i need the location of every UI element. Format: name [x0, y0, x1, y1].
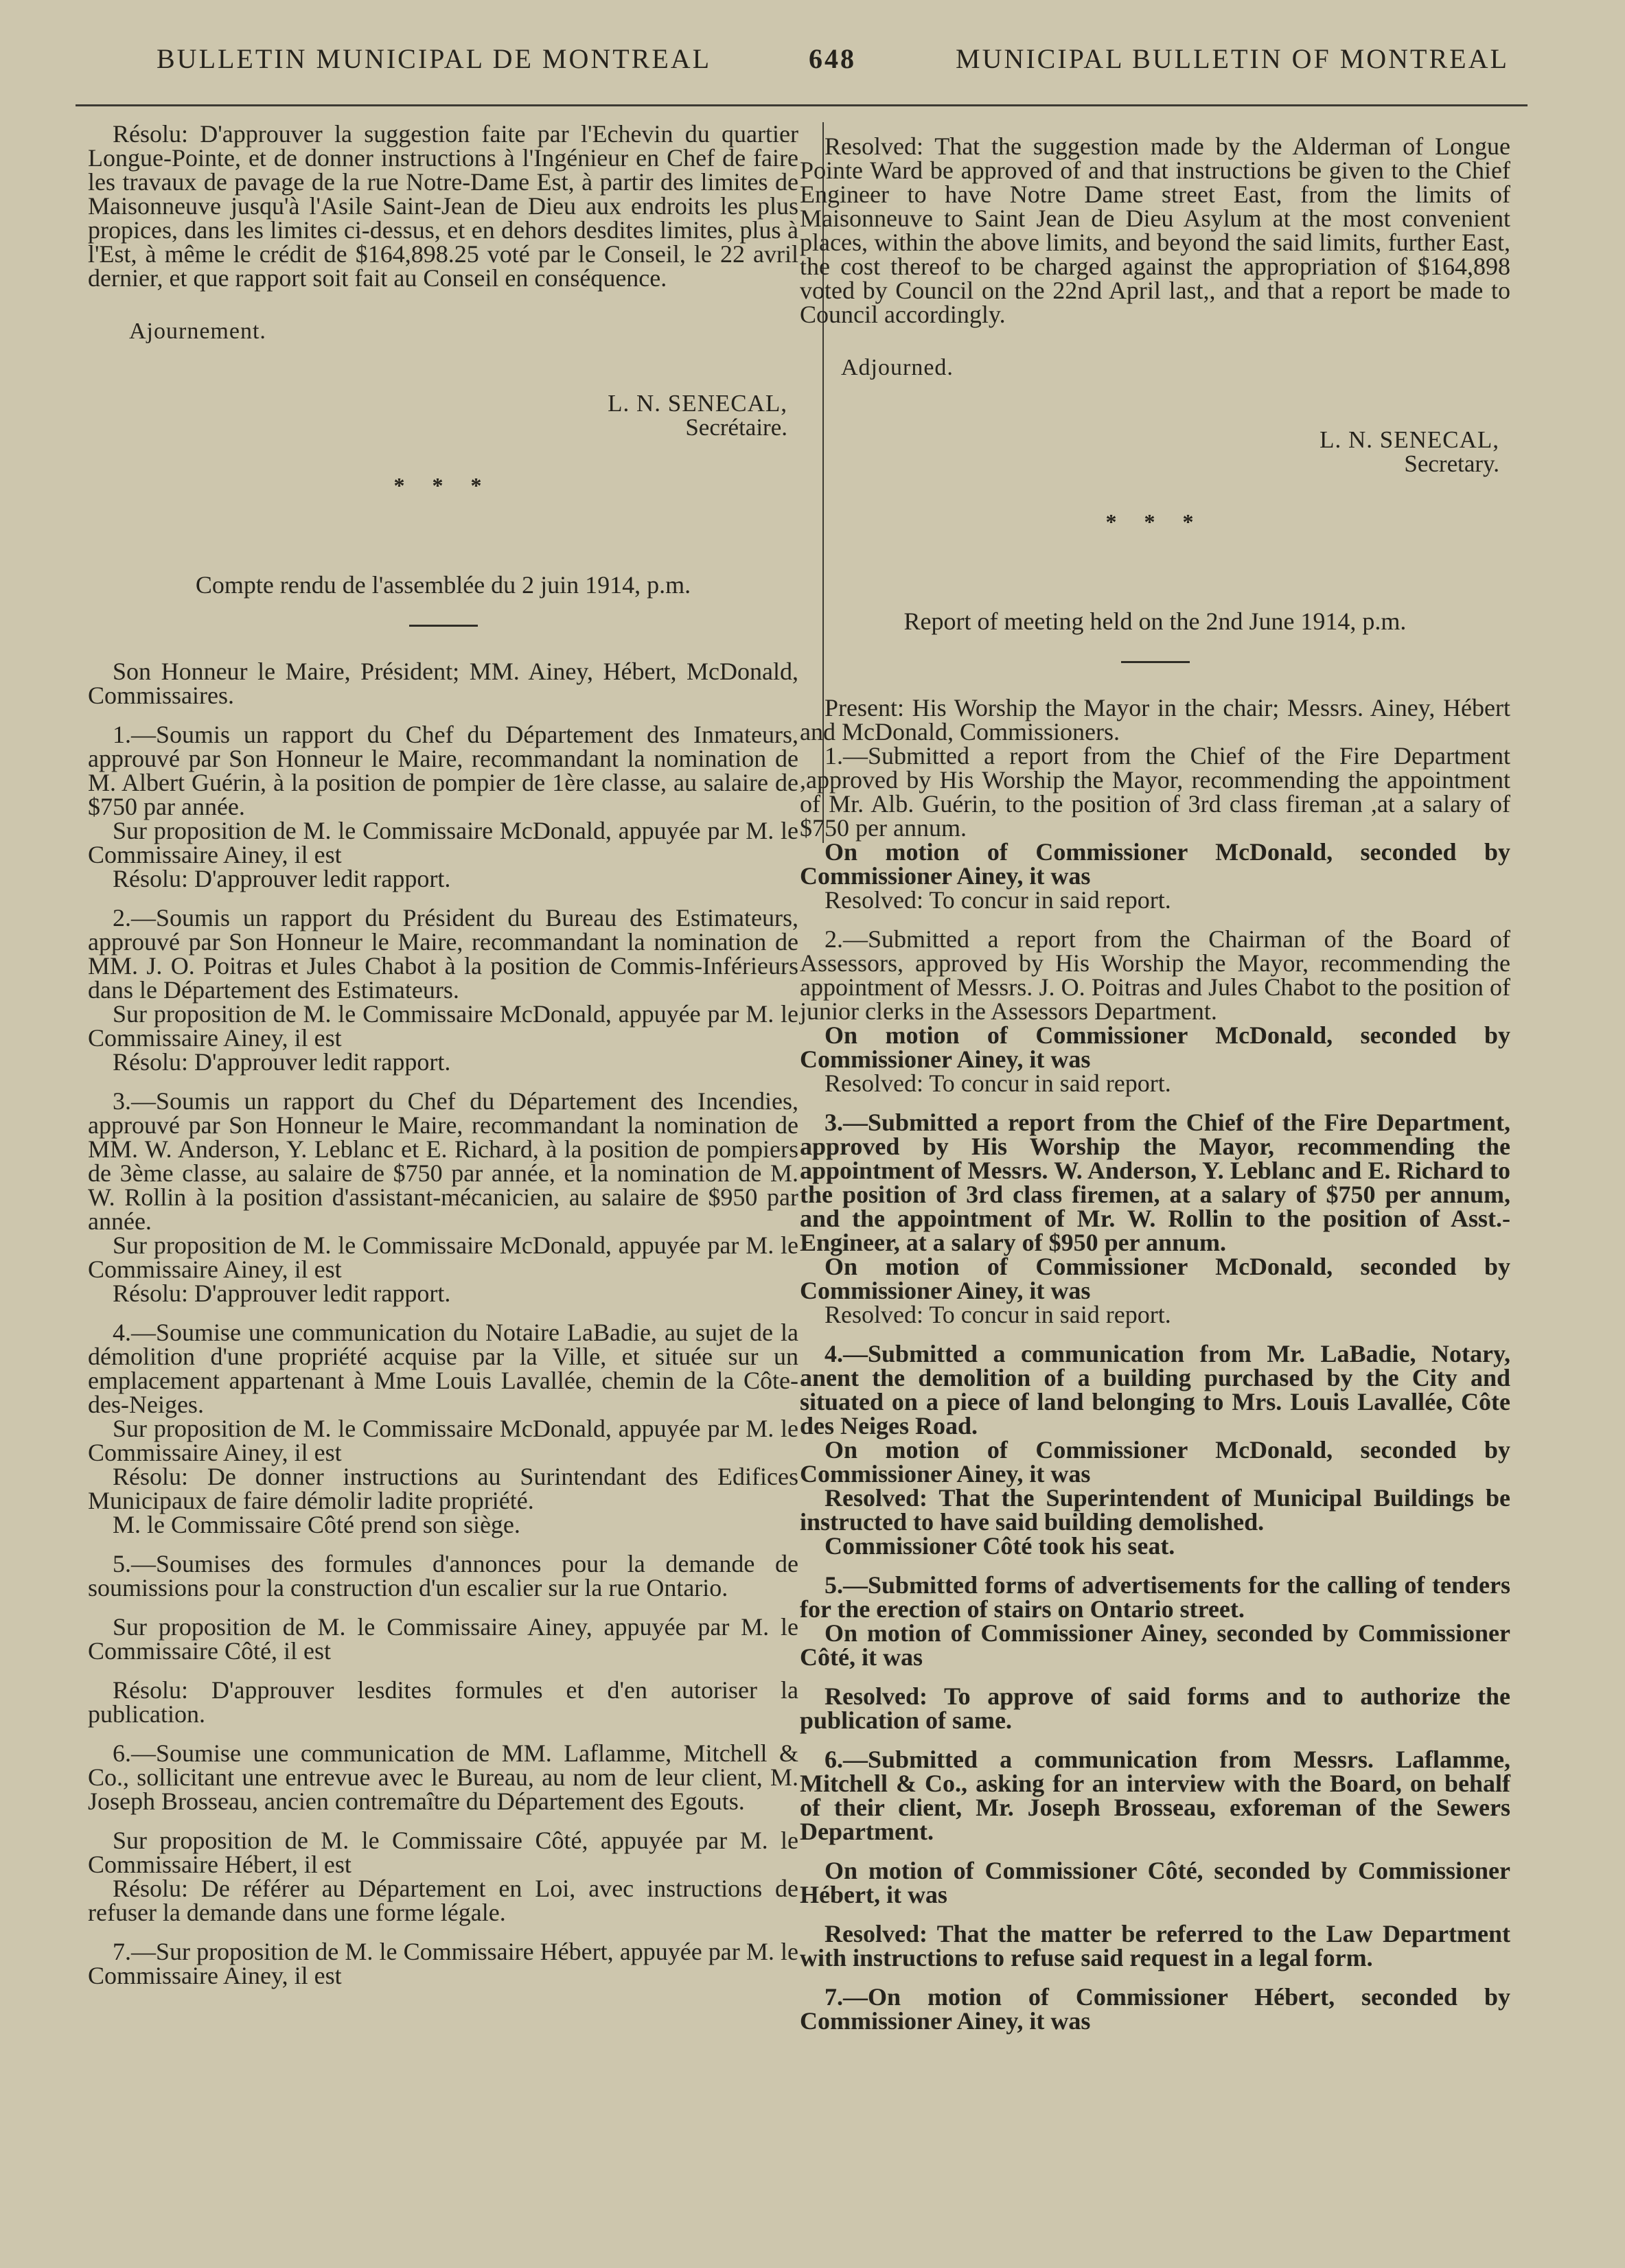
fr-item-4: 4.—Soumise une communication du Notaire LaBadie, au sujet de la démolition d'une propriété acquise par la Ville, et située sur un emplacement appartenant à Mme Louis Lavallée, chemin de la Côte-des-Neiges.	[88, 1319, 798, 1418]
en-item-6-resolution: Resolved: That the matter be referred to the Law Department with instructions to refuse said request in a legal form.	[800, 1920, 1510, 1971]
english-column	[800, 122, 1510, 2033]
fr-intro-resolution: Résolu: D'approuver la suggestion faite par l'Echevin du quartier Longue-Pointe, et de donner instructions à l'Ingénieur en Chef de faire les travaux de pavage de la rue Notre-Dame Est, à partir des limites de Maisonneuve jusqu'à l'Asile Saint-Jean de Dieu aux endroits les plus propices, dans les limites ci-dessus, et en dehors desdites limites, plus à l'Est, à même le crédit de $164,898.25 voté par le Conseil, le 22 avril dernier, et que rapport soit fait au Conseil en conséquence.	[88, 120, 798, 292]
fr-item-4-motion: Sur proposition de M. le Commissaire McDonald, appuyée par M. le Commissaire Ainey, il est	[88, 1415, 798, 1466]
fr-item-6-motion: Sur proposition de M. le Commissaire Côté, appuyée par M. le Commissaire Hébert, il est	[88, 1827, 798, 1878]
fr-item-4-resolution: Résolu: De donner instructions au Surintendant des Edifices Municipaux de faire démolir ladite propriété.	[88, 1463, 798, 1514]
en-item-4-resolution: Resolved: That the Superintendent of Municipal Buildings be instructed to have said building demolished.	[800, 1484, 1510, 1536]
fr-adjournment: Ajournement.	[129, 319, 266, 344]
en-item-1-resolution: Resolved: To concur in said report.	[825, 886, 1171, 914]
en-item-3-motion: On motion of Commissioner McDonald, seconded by Commissioner Ainey, it was	[800, 1253, 1510, 1304]
en-item-4: 4.—Submitted a communication from Mr. LaBadie, Notary, anent the demolition of a building purchased by the City and situated on a piece of land belonging to Mrs. Louis Lavallée, Côte des Neiges Road.	[800, 1340, 1510, 1439]
fr-report-title: Compte rendu de l'assemblée du 2 juin 1914, p.m.	[195, 571, 691, 599]
fr-item-6-resolution: Résolu: De référer au Département en Loi, avec instructions de refuser la demande dans une forme légale.	[88, 1875, 798, 1926]
en-title-rule	[1121, 661, 1190, 663]
fr-title-rule	[409, 625, 478, 627]
fr-item-5-motion: Sur proposition de M. le Commissaire Ainey, appuyée par M. le Commissaire Côté, il est	[88, 1613, 798, 1665]
fr-attendance: Son Honneur le Maire, Président; MM. Ainey, Hébert, McDonald, Commissaires.	[88, 658, 798, 709]
header-left-title: BULLETIN MUNICIPAL DE MONTREAL	[157, 43, 712, 74]
page-number: 648	[809, 43, 856, 74]
en-item-2-resolution: Resolved: To concur in said report.	[825, 1069, 1171, 1097]
fr-item-4-note: M. le Commissaire Côté prend son siège.	[113, 1511, 520, 1538]
en-signature-name: L. N. SENECAL,	[1319, 426, 1499, 453]
en-item-1-motion: On motion of Commissioner McDonald, seconded by Commissioner Ainey, it was	[800, 838, 1510, 890]
fr-item-2-motion: Sur proposition de M. le Commissaire McDonald, appuyée par M. le Commissaire Ainey, il est	[88, 1000, 798, 1052]
fr-item-1-resolution: Résolu: D'approuver ledit rapport.	[113, 865, 451, 892]
fr-item-3-resolution: Résolu: D'approuver ledit rapport.	[113, 1280, 451, 1307]
en-item-3: 3.—Submitted a report from the Chief of the Fire Department, approved by His Worship the Mayor, recommending the appointment of Messrs. W. Anderson, Y. Leblanc and E. Richard to the position of 3rd class firemen, at a salary of $750 per annum, and the appointment of Mr. W. Rollin to the position of Asst.-Engineer, at a salary of $950 per annum.	[800, 1109, 1510, 1256]
en-item-3-resolution: Resolved: To concur in said report.	[825, 1301, 1171, 1328]
en-item-4-motion: On motion of Commissioner McDonald, seconded by Commissioner Ainey, it was	[800, 1436, 1510, 1488]
fr-item-2: 2.—Soumis un rapport du Président du Bureau des Estimateurs, approuvé par Son Honneur le Maire, recommandant la nomination de MM. J. O. Poitras et Jules Chabot à la position de Commis-Inférieurs dans le Département des Estimateurs.	[88, 904, 798, 1004]
en-intro-resolution: Resolved: That the suggestion made by the Alderman of Longue Pointe Ward be approved of and that instructions be given to the Chief Engineer to have Notre Dame street East, from the limits of Maisonneuve to Saint Jean de Dieu Asylum at the most convenient places, within the above limits, and beyond the said limits, further East, the cost thereof to be charged against the appropriation of $164,898 voted by Council on the 22nd April last,, and that a report be made to Council accordingly.	[800, 132, 1510, 328]
fr-item-6: 6.—Soumise une communication de MM. Laflamme, Mitchell & Co., sollicitant une entrevue avec le Bureau, au nom de leur client, M. Joseph Brosseau, ancien contremaître du Département des Egouts.	[88, 1739, 798, 1815]
fr-signature-name: L. N. SENECAL,	[608, 390, 787, 417]
en-item-4-note: Commissioner Côté took his seat.	[825, 1532, 1175, 1560]
en-signature-title: Secretary.	[1404, 450, 1499, 477]
en-separator: * * *	[1105, 509, 1205, 534]
french-column	[88, 122, 798, 1988]
fr-item-5-resolution: Résolu: D'approuver lesdites formules et d'en autoriser la publication.	[88, 1676, 798, 1728]
fr-item-5: 5.—Soumises des formules d'annonces pour la demande de soumissions pour la construction d'un escalier sur la rue Ontario.	[88, 1550, 798, 1601]
en-report-title: Report of meeting held on the 2nd June 1914, p.m.	[903, 608, 1407, 635]
en-item-7: 7.—On motion of Commissioner Hébert, seconded by Commissioner Ainey, it was	[800, 1983, 1510, 2035]
en-item-2-motion: On motion of Commissioner McDonald, seconded by Commissioner Ainey, it was	[800, 1021, 1510, 1073]
en-item-5-resolution: Resolved: To approve of said forms and to authorize the publication of same.	[800, 1682, 1510, 1734]
fr-signature-title: Secrétaire.	[685, 414, 787, 441]
fr-item-2-resolution: Résolu: D'approuver ledit rapport.	[113, 1048, 451, 1076]
header-right-title: MUNICIPAL BULLETIN OF MONTREAL	[956, 43, 1509, 74]
en-adjournment: Adjourned.	[841, 355, 954, 380]
en-item-5-motion: On motion of Commissioner Ainey, seconded by Commissioner Côté, it was	[800, 1619, 1510, 1671]
en-attendance: Present: His Worship the Mayor in the chair; Messrs. Ainey, Hébert and McDonald, Commissioners.	[800, 694, 1510, 745]
en-item-6-motion: On motion of Commissioner Côté, seconded by Commissioner Hébert, it was	[800, 1857, 1510, 1908]
en-item-6: 6.—Submitted a communication from Messrs. Laflamme, Mitchell & Co., asking for an interview with the Board, on behalf of their client, Mr. Joseph Brosseau, exforeman of the Sewers Department.	[800, 1746, 1510, 1845]
en-item-1: 1.—Submitted a report from the Chief of the Fire Department ,approved by His Worship the Mayor, recommending the appointment of Mr. Alb. Guérin, to the position of 3rd class fireman ,at a salary of $750 per annum.	[800, 742, 1510, 842]
fr-item-1-motion: Sur proposition de M. le Commissaire McDonald, appuyée par M. le Commissaire Ainey, il est	[88, 817, 798, 868]
fr-item-7: 7.—Sur proposition de M. le Commissaire Hébert, appuyée par M. le Commissaire Ainey, il est	[88, 1938, 798, 1989]
fr-item-1: 1.—Soumis un rapport du Chef du Département des Inmateurs, approuvé par Son Honneur le Maire, recommandant la nomination de M. Albert Guérin, à la position de pompier de 1ère classe, au salaire de $750 par année.	[88, 721, 798, 820]
fr-item-3-motion: Sur proposition de M. le Commissaire McDonald, appuyée par M. le Commissaire Ainey, il est	[88, 1231, 798, 1283]
en-item-2: 2.—Submitted a report from the Chairman of the Board of Assessors, approved by His Worship the Mayor, recommending the appointment of Messrs. J. O. Poitras and Jules Chabot to the position of junior clerks in the Assessors Department.	[800, 925, 1510, 1025]
en-item-5: 5.—Submitted forms of advertisements for the calling of tenders for the erection of stairs on Ontario street.	[800, 1571, 1510, 1623]
fr-item-3: 3.—Soumis un rapport du Chef du Département des Incendies, approuvé par Son Honneur le Maire, recommandant la nomination de MM. W. Anderson, Y. Leblanc et E. Richard, à la position de pompiers de 3ème classe, au salaire de $750 par année, et la nomination de M. W. Rollin à la position d'assistant-mécanicien, au salaire de $950 par année.	[88, 1087, 798, 1235]
fr-separator: * * *	[393, 473, 493, 498]
header-rule	[76, 104, 1528, 106]
